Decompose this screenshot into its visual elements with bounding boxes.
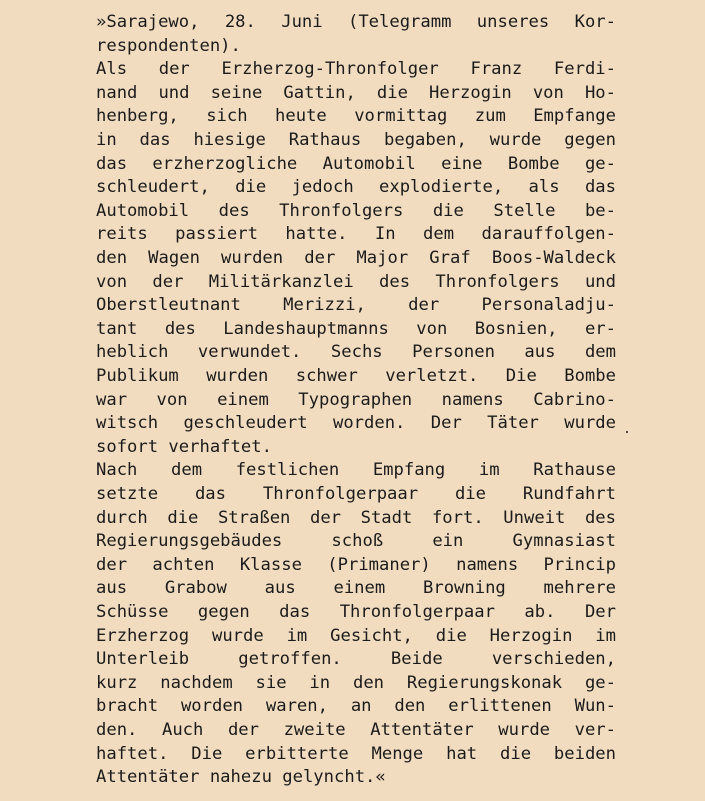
- text-line: in das hiesige Rathaus begaben, wurde gegen: [96, 130, 616, 150]
- text-line: sofort verhaftet.: [96, 436, 272, 457]
- text-line: aus Grabow aus einem Browning mehrere: [96, 578, 616, 599]
- text-line: reits passiert hatte. In dem darauffolgen-: [96, 224, 616, 245]
- text-line: Nach dem festlichen Empfang im Rathause: [96, 460, 616, 481]
- text-line: Automobil des Thronfolgers die Stelle be-: [96, 200, 616, 221]
- text-line: tant des Landeshauptmanns von Bosnien, er-: [96, 318, 616, 339]
- text-line: haftet. Die erbitterte Menge hat die beiden: [96, 743, 616, 764]
- text-line: Erzherzog wurde im Gesicht, die Herzogin im: [96, 625, 616, 646]
- text-line: schleudert, die jedoch explodierte, als das: [96, 177, 616, 198]
- text-line: war von einem Typographen namens Cabrino-: [96, 389, 616, 410]
- text-line: den Wagen wurden der Major Graf Boos-Waldeck: [96, 248, 616, 268]
- text-line: henberg, sich heute vormittag zum Empfange: [96, 106, 616, 127]
- text-line: setzte das Thronfolgerpaar die Rundfahrt: [96, 484, 616, 504]
- text-line: Als der Erzherzog-Thronfolger Franz Ferdi-: [96, 59, 616, 80]
- text-line: Regierungsgebäudes schoß ein Gymnasiast: [96, 531, 616, 552]
- ink-speck: [626, 431, 628, 433]
- text-line: Attentäter nahezu gelyncht.«: [96, 767, 386, 788]
- text-line: Schüsse gegen das Thronfolgerpaar ab. Der: [96, 602, 616, 622]
- text-line: das erzherzogliche Automobil eine Bombe ge-: [96, 153, 616, 174]
- text-line: »Sarajewo, 28. Juni (Telegramm unseres Kor-: [96, 12, 616, 32]
- text-line: Oberstleutnant Merizzi, der Personaladju-: [96, 295, 616, 316]
- text-line: Unterleib getroffen. Beide verschieden,: [96, 649, 616, 670]
- text-line: Publikum wurden schwer verletzt. Die Bombe: [96, 366, 616, 386]
- text-line: von der Militärkanzlei des Thronfolgers und: [96, 271, 616, 292]
- text-line: der achten Klasse (Primaner) namens Princip: [96, 554, 616, 575]
- text-line: respondenten).: [96, 35, 241, 56]
- text-line: kurz nachdem sie in den Regierungskonak ge-: [96, 672, 616, 693]
- text-line: durch die Straßen der Stadt fort. Unweit des: [96, 507, 616, 528]
- text-line: nand und seine Gattin, die Herzogin von Ho-: [96, 82, 616, 103]
- text-line: heblich verwundet. Sechs Personen aus dem: [96, 342, 616, 363]
- text-line: witsch geschleudert worden. Der Täter wurde: [96, 413, 616, 434]
- text-line: bracht worden waren, an den erlittenen Wun-: [96, 696, 616, 717]
- text-line: den. Auch der zweite Attentäter wurde ver-: [96, 720, 616, 740]
